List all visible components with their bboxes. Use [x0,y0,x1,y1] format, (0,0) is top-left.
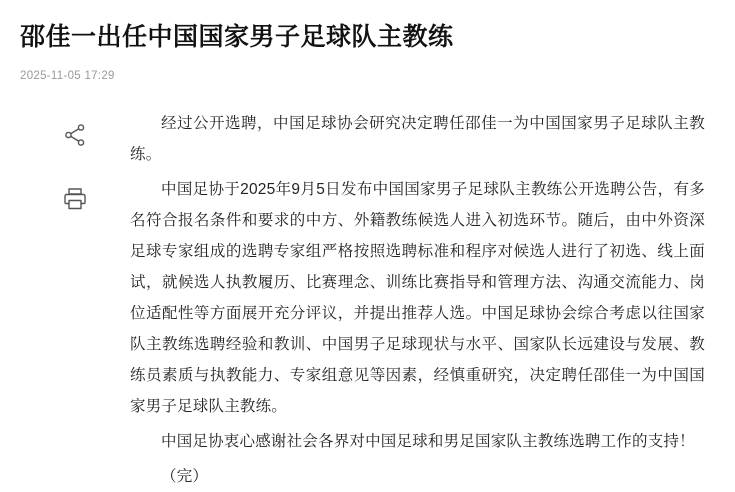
share-icon [62,122,88,148]
article-paragraph: 经过公开选聘，中国足球协会研究决定聘任邵佳一为中国国家男子足球队主教练。 [130,115,705,163]
publish-timestamp: 2025-11-05 17:29 [20,70,115,82]
page-title: 邵佳一出任中国国家男子足球队主教练 [20,23,454,51]
article-paragraph: 中国足协于2025年9月5日发布中国国家男子足球队主教练公开选聘公告，有多名符合报名条件和要求的中方、外籍教练候选人进入初选环节。随后，由中外资深足球专家组成的选聘专家组严格按照选聘标准和程序对候选人进行了初选、线上面试，就候选人执教履历、比赛理念、训练比赛指导和管理方法、沟通交流能力、岗位适配性等方面展开充分评议，并提出推荐人选。中国足球协会综合考虑以往国家队主教练选聘经验和教训、中国男子足球现状与水平、国家队长远建设与发展、教练员素质与执教能力、专家组意见等因素，经慎重研究，决定聘任邵佳一为中国国家男子足球队主教练。 [130,181,705,415]
share-button[interactable] [58,118,92,152]
article-tools [20,108,130,492]
article-paragraph: （完） [161,468,209,485]
print-icon [62,186,88,212]
article-paragraph: 中国足协衷心感谢社会各界对中国足球和男足国家队主教练选聘工作的支持！ [161,433,695,450]
article-body [20,108,711,492]
print-button[interactable] [58,182,92,216]
article-content [130,108,711,492]
